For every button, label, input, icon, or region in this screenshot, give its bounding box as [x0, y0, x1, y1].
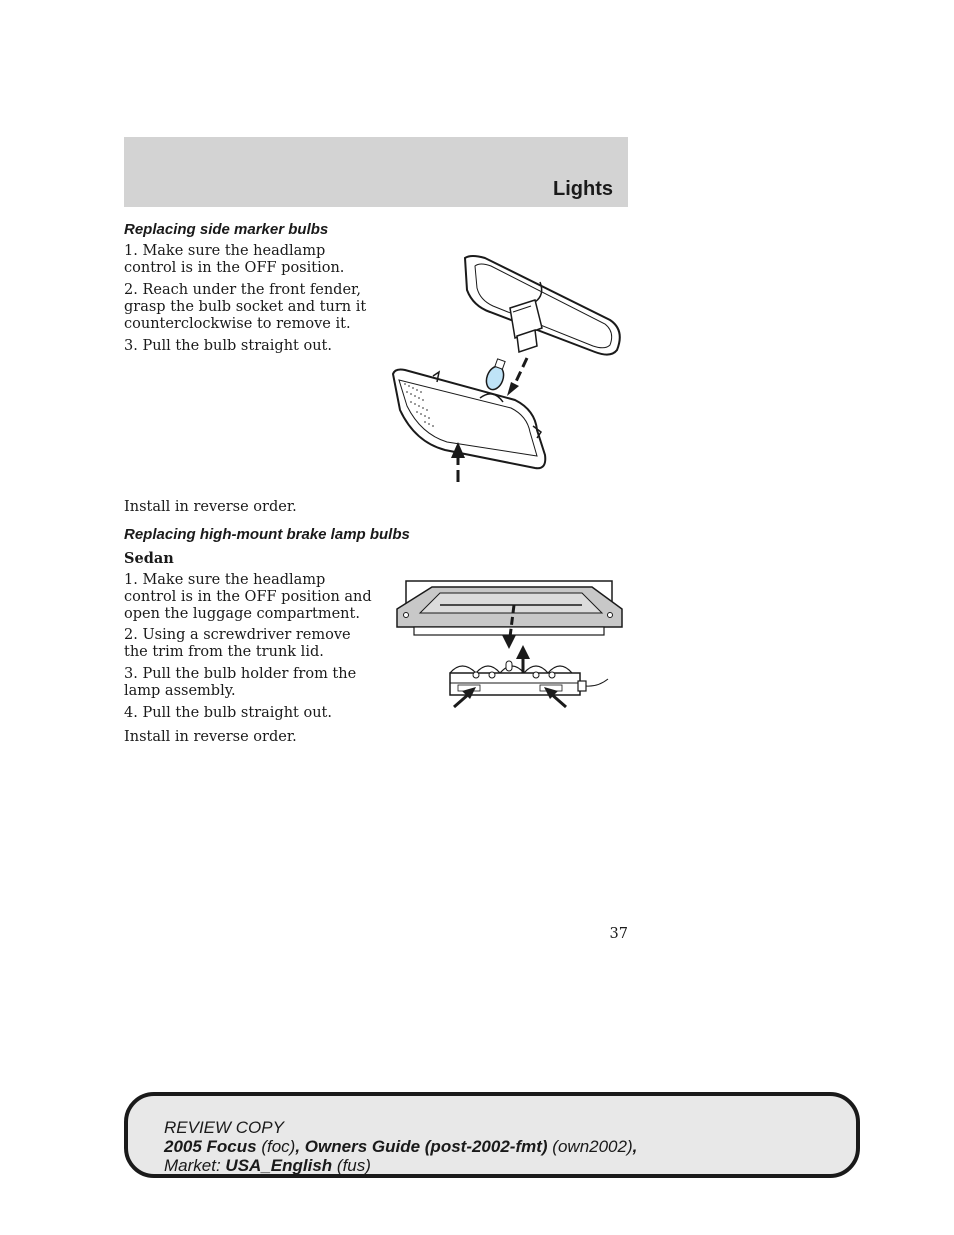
- side-marker-step-1: 1. Make sure the headlamp control is in the OFF position.: [124, 243, 345, 276]
- footer-model-code: (foc): [261, 1137, 296, 1156]
- footer-market: USA_English: [225, 1156, 333, 1175]
- section-title: Lights: [553, 178, 613, 200]
- footer-market-label: Market:: [164, 1156, 221, 1175]
- footer-sep-1: ,: [295, 1137, 305, 1156]
- review-copy-footer: [124, 1092, 860, 1178]
- page-number: 37: [609, 926, 628, 942]
- side-marker-illustration: [385, 250, 630, 490]
- footer-sep-2: ,: [632, 1137, 638, 1156]
- side-marker-lens: [393, 370, 545, 469]
- side-marker-closing: Install in reverse order.: [124, 499, 297, 515]
- footer-line-3: [164, 1156, 637, 1175]
- footer-market-code: (fus): [336, 1156, 371, 1175]
- footer-model: 2005 Focus: [164, 1137, 257, 1156]
- footer-guide: Owners Guide (post-2002-fmt): [304, 1137, 548, 1156]
- brake-lamp-housing: [397, 581, 622, 635]
- arrow-icon: [507, 358, 527, 396]
- side-marker-step-2: 2. Reach under the front fender, grasp the bulb socket and turn it counterclockwise to remove it.: [124, 282, 367, 332]
- brake-lamp-step-4: 4. Pull the bulb straight out.: [124, 705, 332, 721]
- footer-line-2: [164, 1137, 637, 1156]
- brake-lamp-heading: Replacing high-mount brake lamp bulbs: [124, 526, 410, 543]
- side-marker-step-3: 3. Pull the bulb straight out.: [124, 338, 332, 354]
- side-marker-heading: Replacing side marker bulbs: [124, 221, 329, 238]
- footer-text: [164, 1118, 637, 1175]
- brake-lamp-illustration: [392, 575, 632, 715]
- brake-lamp-step-2: 2. Using a screwdriver remove the trim from the trunk lid.: [124, 627, 351, 660]
- sedan-label: Sedan: [124, 550, 174, 567]
- brake-lamp-step-3: 3. Pull the bulb holder from the lamp assembly.: [124, 666, 357, 699]
- brake-lamp-closing: Install in reverse order.: [124, 729, 297, 745]
- footer-line-1: REVIEW COPY: [164, 1118, 284, 1137]
- bulb-icon: [483, 359, 506, 392]
- footer-guide-code: (own2002): [552, 1137, 633, 1156]
- brake-lamp-step-1: 1. Make sure the headlamp control is in the OFF position and open the luggage compartment.: [124, 572, 372, 622]
- section-header-band: [124, 137, 628, 207]
- bulb-socket: [510, 300, 542, 352]
